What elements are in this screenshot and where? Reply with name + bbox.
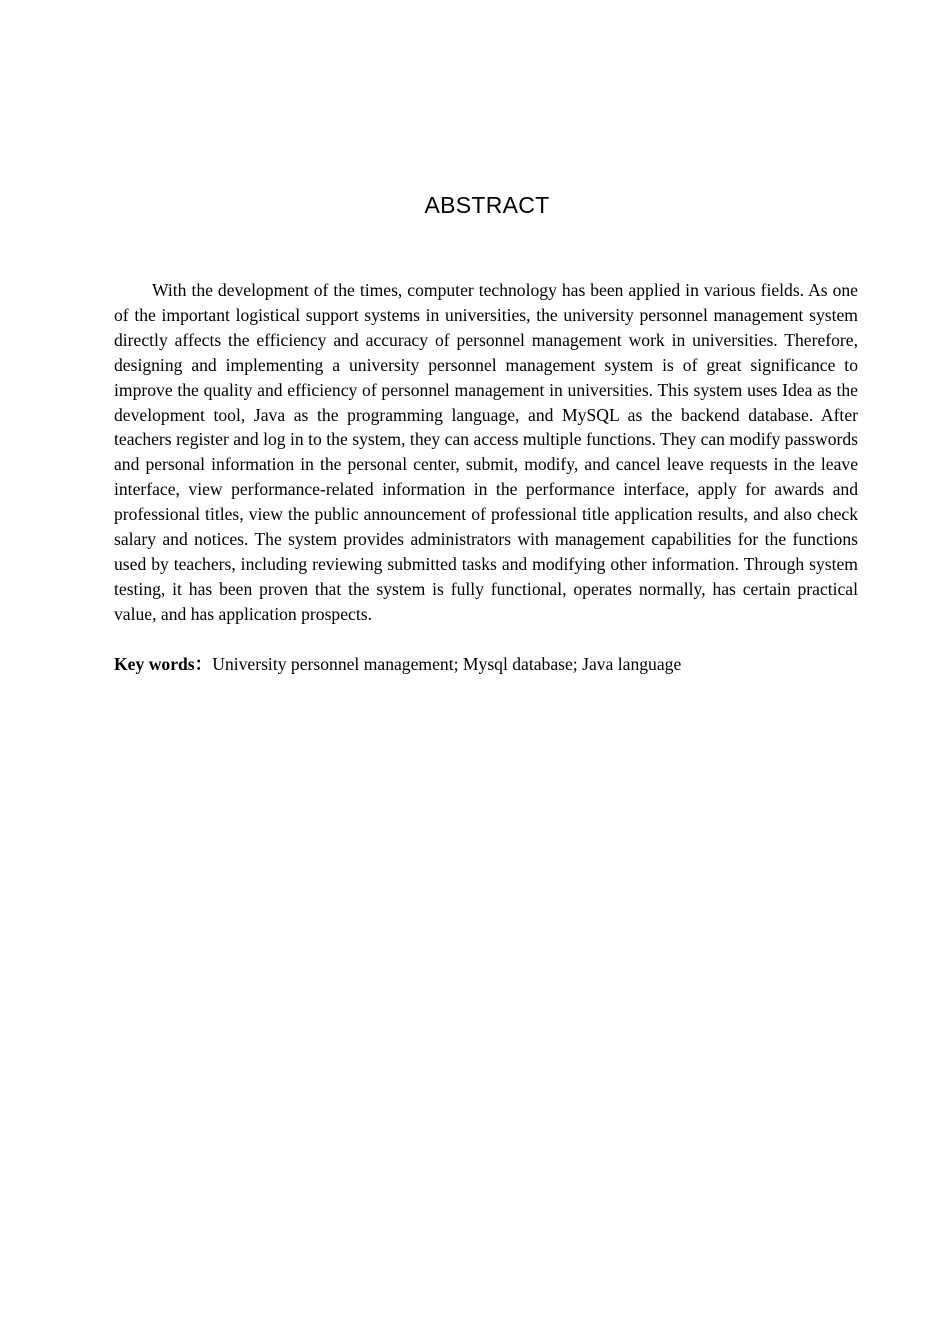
abstract-body: With the development of the times, computer technology has been applied in various fields. As one of the important logistical support systems in universities, the university personnel management system directly affects the efficiency and accuracy of personnel management work in universities. Therefore, designing and implementing a university personnel management system is of great significance to improve the quality and efficiency of personnel management in universities. This system uses Idea as the development tool, Java as the programming language, and MySQL as the backend database. After teachers register and log in to the system, they can access multiple functions. They can modify passwords and personal information in the personal center, submit, modify, and cancel leave requests in the leave interface, view performance-related information in the performance interface, apply for awards and professional titles, view the public announcement of professional title application results, and also check salary and notices. The system provides administrators with management capabilities for the functions used by teachers, including reviewing submitted tasks and modifying other information. Through system testing, it has been proven that the system is fully functional, operates normally, has certain practical value, and has application prospects. [114,280,858,624]
keywords-label: Key words： [114,654,213,674]
abstract-title: ABSTRACT [424,192,550,218]
keywords-line [114,652,858,677]
keywords-list: University personnel management; Mysql database; Java language [212,654,682,674]
